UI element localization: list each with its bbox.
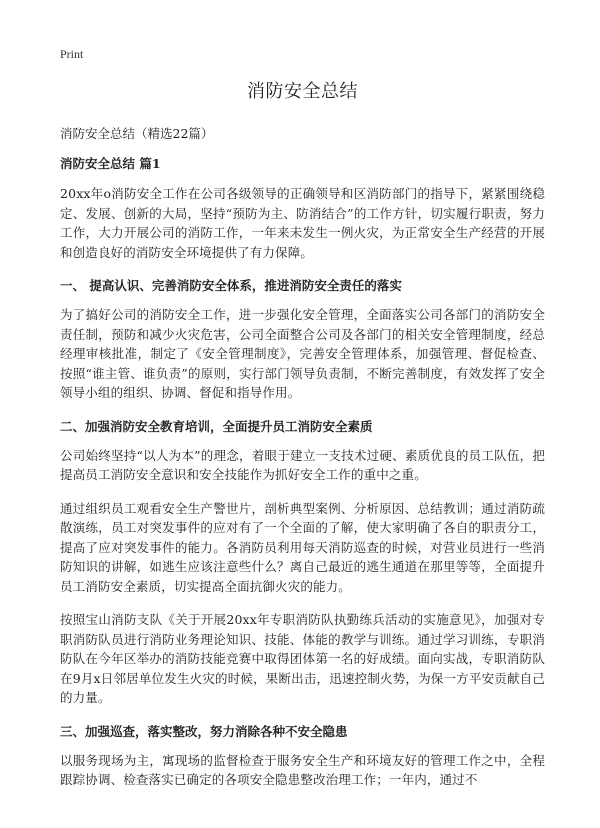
paragraph: 公司始终坚持“以人为本”的理念，着眼于建立一支技术过硬、素质优良的员工队伍，把提高员工消防安全意识和安全技能作为抓好安全工作的重中之重。 [60,447,545,482]
page-title: 消防安全总结 [247,81,358,102]
paragraph: 以服务现场为主，寓现场的监督检查于服务安全生产和环境友好的管理工作之中，全程跟踪协调、检查落实已确定的各项安全隐患整改治理工作；一年内，通过不 [60,752,545,787]
article-heading: 消防安全总结 篇1 [60,156,161,171]
paragraph: 为了搞好公司的消防安全工作，进一步强化安全管理，全面落实公司各部门的消防安全责任制，预防和减少火灾危害，公司全面整合公司及各部门的相关安全管理制度，经总经理审核批准，制定了《安全管理制度》，完善安全管理体系，加强管理、督促检查、按照“谁主管、谁负责”的原则，实行部门领导负责制，不断完善制度，有效发挥了安全领导小组的组织、协调、督促和指导作用。 [60,307,545,400]
section-heading: 三、加强巡查，落实整改，努力消除各种不安全隐患 [60,723,348,739]
paragraph: 通过组织员工观看安全生产警世片，剖析典型案例、分析原因、总结教训；通过消防疏散演练，员工对突发事件的应对有了一个全面的了解，使大家明确了各自的职责分工，提高了应对突发事件的能力。各消防员利用每天消防巡查的时候，对营业员进行一些消防知识的讲解，如逃生应该注意些什么？离自己最近的逃生通道在那里等等，全面提升员工消防安全素质，切实提高全面抗御火灾的能力。 [60,500,545,594]
print-link[interactable]: Print [60,47,84,61]
paragraph: 按照宝山消防支队《关于开展20xx年专职消防队执勤练兵活动的实施意见》，加强对专职消防队员进行消防业务理论知识、技能、体能的教学与训练。通过学习训练，专职消防队在今年区举办的消防技能竞赛中取得团体第一名的好成绩。面向实战，专职消防队在9月x日邻居单位发生火灾的时候，果断出击，迅速控制火势，为保一方平安贡献自己的力量。 [60,612,545,705]
paragraph: 20xx年o消防安全工作在公司各级领导的正确领导和区消防部门的指导下，紧紧围绕稳定、发展、创新的大局，坚持“预防为主、防消结合”的工作方针，切实履行职责，努力工作，大力开展公司的消防工作，一年来未发生一例火灾，为正常安全生产经营的开展和创造良好的消防安全环境提供了有力保障。 [60,186,545,260]
document-subtitle: 消防安全总结（精选22篇） [60,126,214,141]
document-body [60,78,545,804]
section-heading: 二、加强消防安全教育培训，全面提升员工消防安全素质 [60,418,373,434]
section-heading: 一、 提高认识、完善消防安全体系，推进消防安全责任的落实 [60,278,402,293]
